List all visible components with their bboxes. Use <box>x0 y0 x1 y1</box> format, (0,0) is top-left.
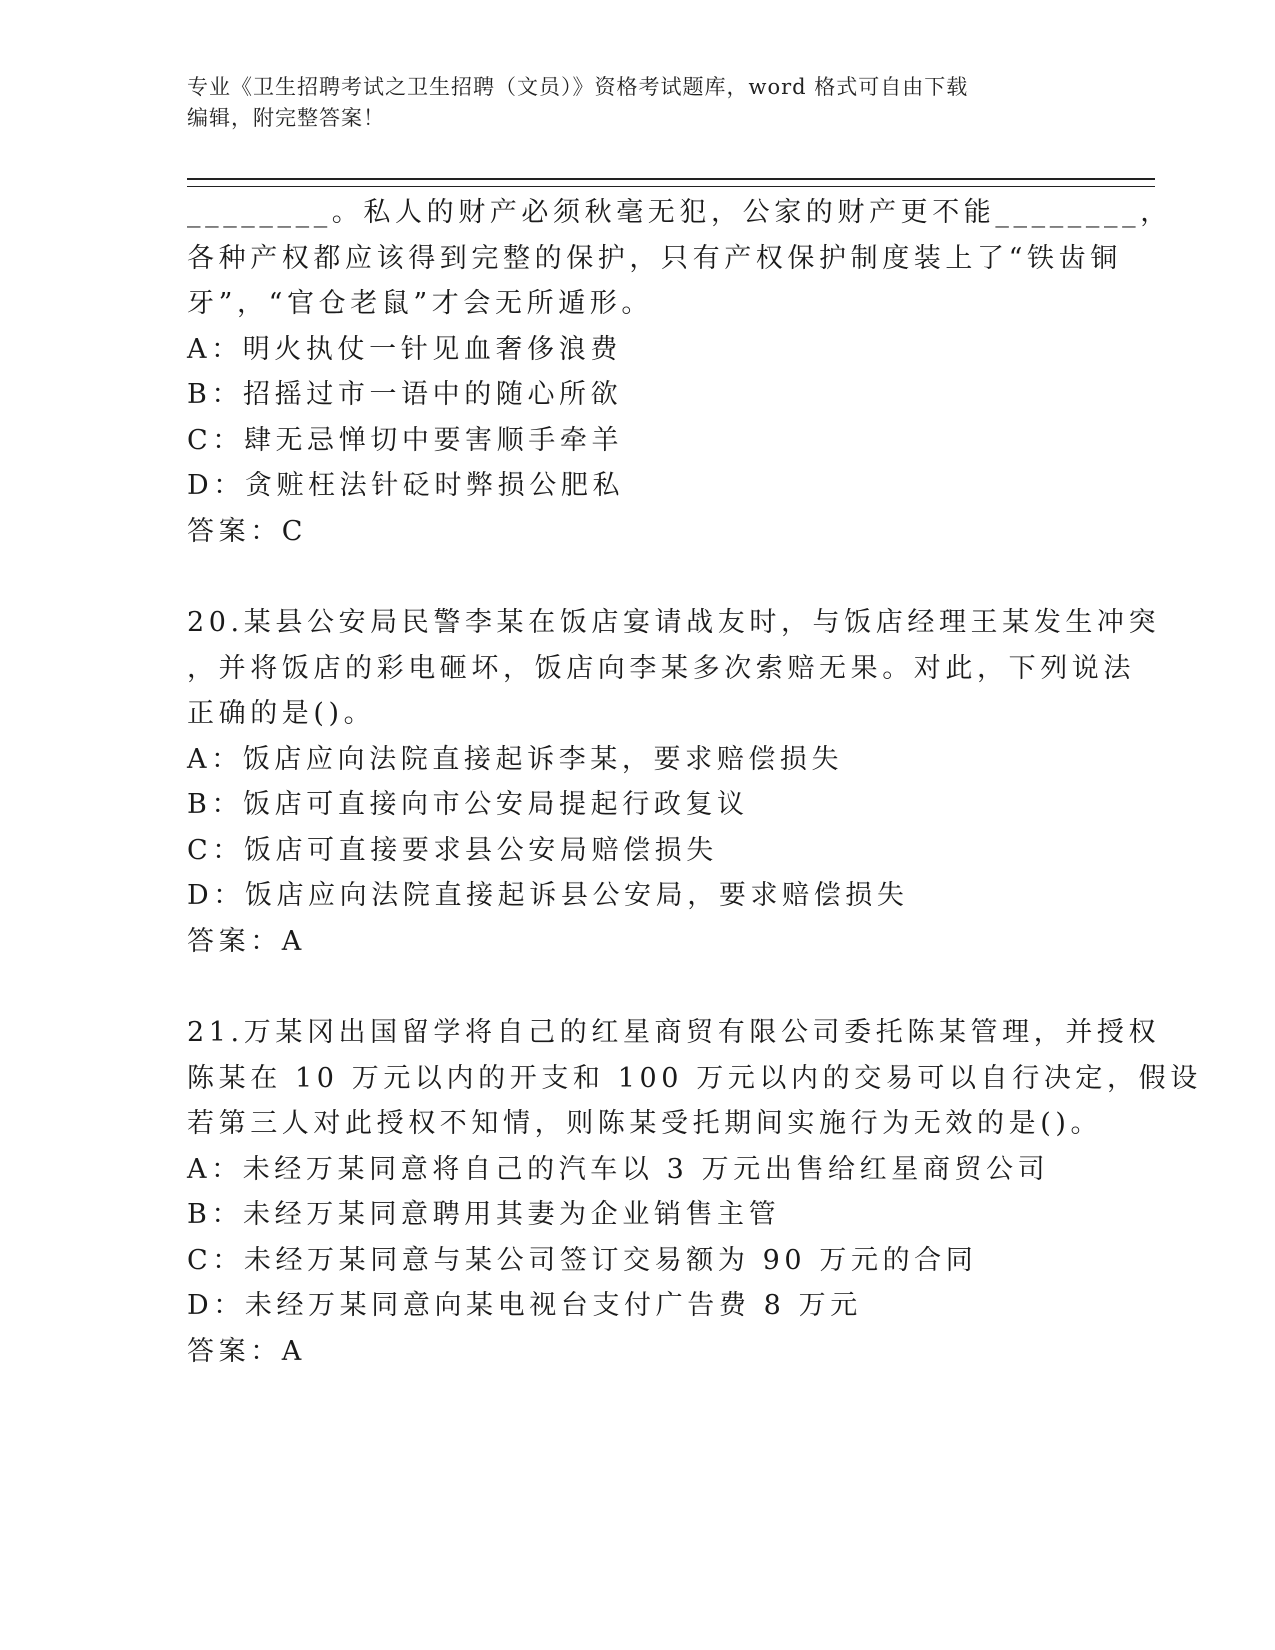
option-a: A：未经万某同意将自己的汽车以 3 万元出售给红星商贸公司 <box>187 1153 1050 1185</box>
question-stem-line: 陈某在 10 万元以内的开支和 100 万元以内的交易可以自行决定，假设 <box>187 1062 1202 1094</box>
header-divider <box>187 178 1155 187</box>
question-item <box>187 600 1161 964</box>
question-item <box>187 190 1172 554</box>
question-stem-line: 21.万某冈出国留学将自己的红星商贸有限公司委托陈某管理，并授权 <box>187 1017 1161 1048</box>
question-stem-line: ，并将饭店的彩电砸坏，饭店向李某多次索赔无果。对此，下列说法 <box>187 652 1135 684</box>
question-stem-line: 牙”，“官仓老鼠”才会无所遁形。 <box>187 288 654 319</box>
option-a: A：明火执仗一针见血奢侈浪费 <box>187 333 622 365</box>
option-b: B：未经万某同意聘用其妻为企业销售主管 <box>187 1199 781 1230</box>
answer-line: 答案：A <box>187 925 306 957</box>
option-d: D：未经万某同意向某电视台支付广告费 8 万元 <box>187 1290 862 1321</box>
question-stem-line: 20.某县公安局民警李某在饭店宴请战友时，与饭店经理王某发生冲突 <box>187 607 1161 638</box>
answer-line: 答案：A <box>187 1335 306 1367</box>
question-stem-line: 正确的是()。 <box>187 698 376 729</box>
answer-line: 答案：C <box>187 515 308 547</box>
question-item <box>187 1010 1202 1374</box>
question-stem-line: 各种产权都应该得到完整的保护，只有产权保护制度装上了“铁齿铜 <box>187 242 1122 274</box>
option-c: C：饭店可直接要求县公安局赔偿损失 <box>187 834 718 866</box>
question-list <box>187 190 1202 1374</box>
option-a: A：饭店应向法院直接起诉李某，要求赔偿损失 <box>187 743 844 775</box>
option-d: D：饭店应向法院直接起诉县公安局，要求赔偿损失 <box>187 880 909 911</box>
option-b: B：饭店可直接向市公安局提起行政复议 <box>187 789 749 820</box>
question-stem-line: ________。私人的财产必须秋毫无犯，公家的财产更不能________， <box>187 197 1172 228</box>
option-c: C：肆无忌惮切中要害顺手牵羊 <box>187 424 624 456</box>
header-line-1: 专业《卫生招聘考试之卫生招聘（文员）》资格考试题库，word 格式可自由下载 <box>187 75 969 99</box>
option-b: B：招摇过市一语中的随心所欲 <box>187 379 623 410</box>
question-stem-line: 若第三人对此授权不知情，则陈某受托期间实施行为无效的是()。 <box>187 1108 1103 1139</box>
page-header <box>187 72 1087 134</box>
option-c: C：未经万某同意与某公司签订交易额为 90 万元的合同 <box>187 1244 978 1276</box>
option-d: D：贪赃枉法针砭时弊损公肥私 <box>187 470 625 501</box>
header-line-2: 编辑，附完整答案！ <box>187 106 385 130</box>
